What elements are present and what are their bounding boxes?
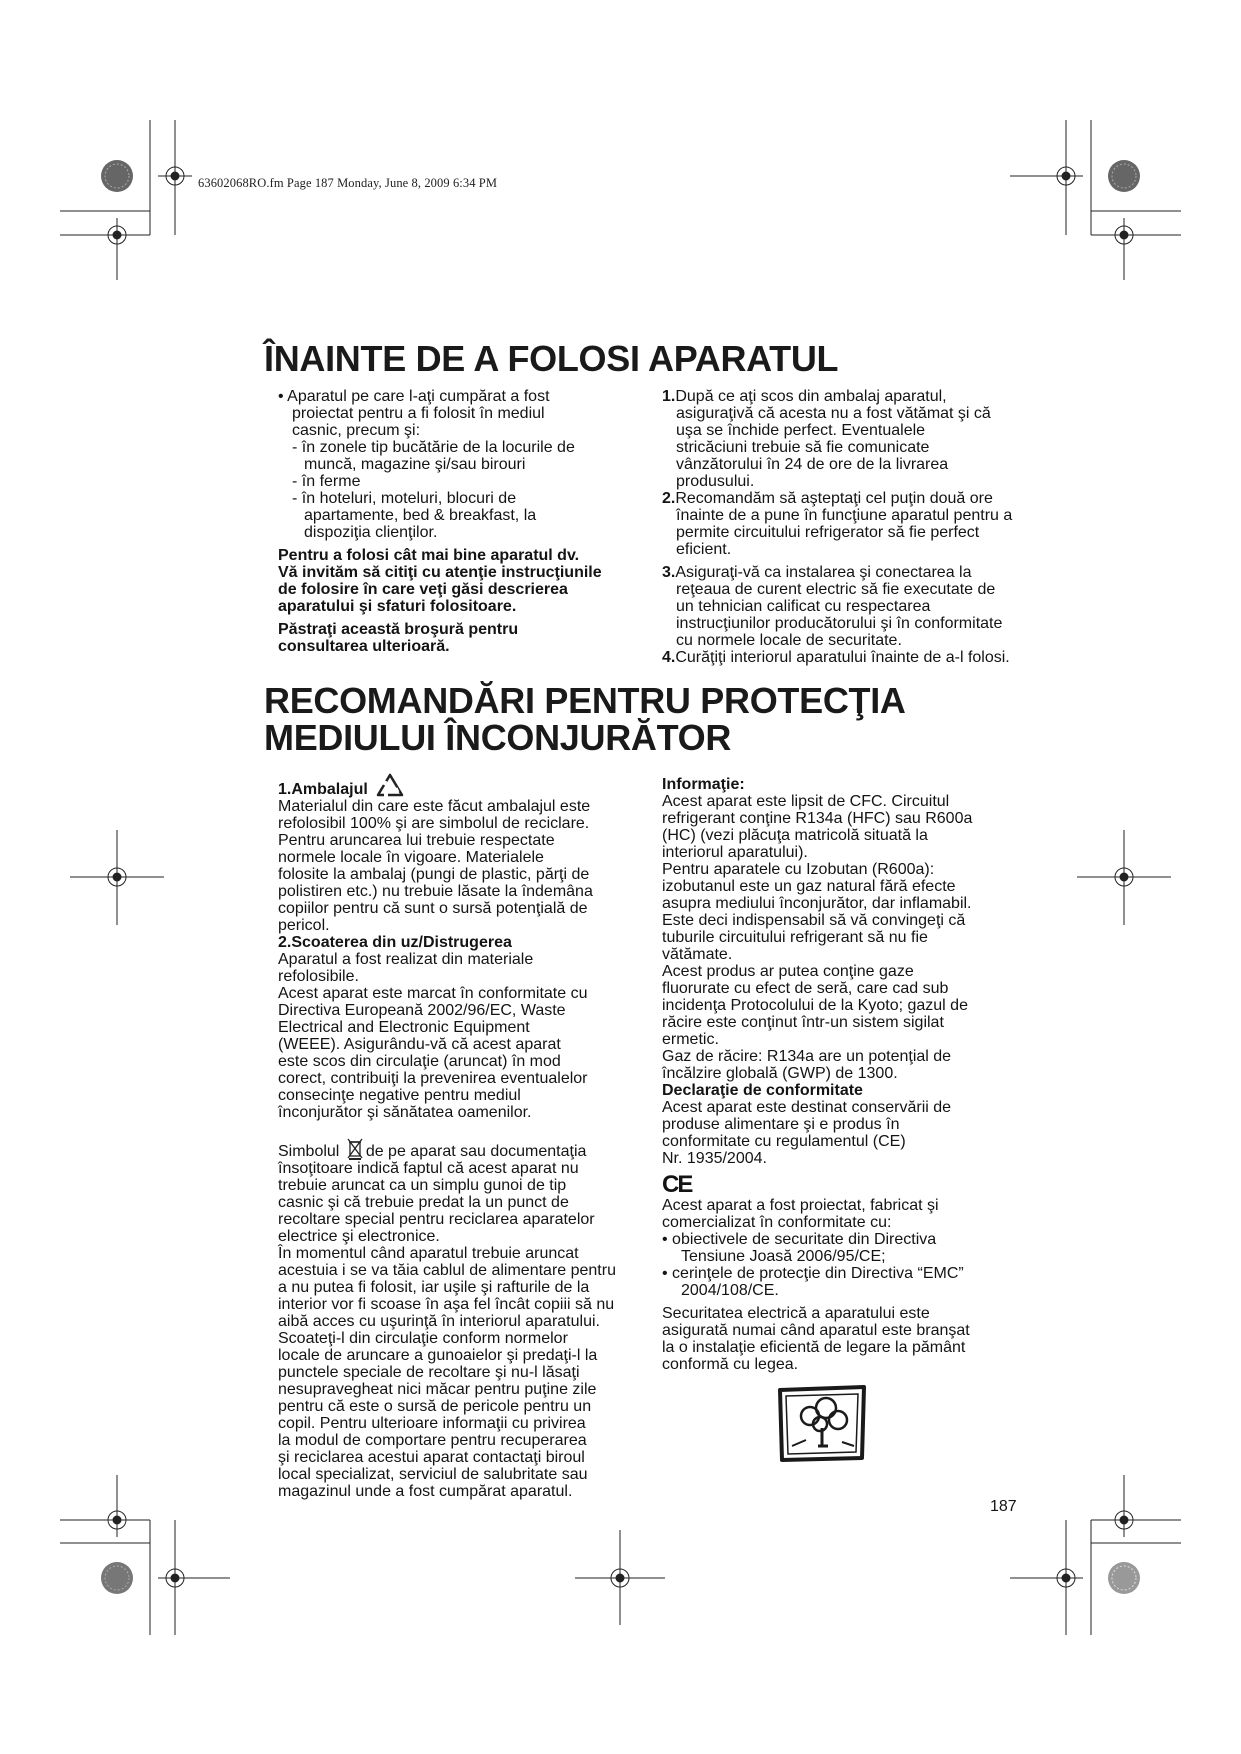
section-title-environment: RECOMANDĂRI PENTRU PROTECŢIA MEDIULUI ÎNCONJURĂTOR	[264, 680, 906, 758]
directive-bullet: • cerinţele de protecţie din Directiva “EMC” 2004/108/CE.	[662, 1265, 964, 1299]
disposal-text: Aparatul a fost realizat din materiale refolosibile. Acest aparat este marcat în conformitate cu Directiva Europeană 2002/96/EC, Waste Electrical and Electronic Equipment (WEEE). Asigurându-vă că acest aparat este scos din circulaţie (aruncat) în mod corect, contribuiţi la prevenirea eventualelor consecinţe negative pentru mediul înconjurător şi sănătatea oamenilor.	[278, 951, 588, 1121]
weee-symbol-text: Simbolul de pe aparat sau documentaţia însoţitoare indică faptul că acest aparat nu trebuie aruncat ca un simplu gunoi de tip casnic şi că trebuie predat la un punct de recoltare special pentru reciclarea aparatelor electrice şi electronice. În momentul când aparatul trebuie aruncat acestuia i se va tăia cablul de alimentare pentru a nu putea fi folosit, iar uşile şi rafturile de la interior vor fi scoase în aşa fel încât copiii să nu aibă acces cu uşurinţă în interiorul aparatului. Scoateţi-l din circulaţie conform normelor locale de aruncare a gunoaielor şi predaţi-l la punctele speciale de recoltare şi nu-l lăsaţi nesupravegheat nici măcar pentru puţine zile pentru că este o sursă de pericole pentru un copil. Pentru ulterioare informaţii cu privirea la modul de comportare pentru recuperarea şi reciclarea acestui aparat contactaţi biroul local specializat, serviciul de salubritate sau magazinul unde a fost cumpărat aparatul.	[278, 1138, 648, 1500]
conformity-heading: Declaraţie de conformitate	[662, 1082, 863, 1099]
ce-mark-icon: CE	[662, 1171, 692, 1198]
environment-tree-icon	[776, 1384, 868, 1462]
section2-right-column	[662, 776, 1032, 1373]
information-heading: Informaţie:	[662, 776, 745, 793]
dash-item: - în ferme	[292, 473, 361, 490]
design-compliance-text: Acest aparat a fost proiectat, fabricat şi comercializat în conformitate cu:	[662, 1197, 939, 1231]
section-title-before-use: ÎNAINTE DE A FOLOSI APARATUL	[264, 338, 839, 379]
file-slug: 63602068RO.fm Page 187 Monday, June 8, 2009 6:34 PM	[198, 176, 498, 190]
electrical-safety-text: Securitatea electrică a aparatului este asigurată numai când aparatul este branşat la o instalaţie eficientă de legare la pământ conformă cu legea.	[662, 1305, 970, 1373]
packaging-text: Materialul din care este făcut ambalajul este refolosibil 100% şi are simbolul de reciclare. Pentru aruncarea lui trebuie respectate normele locale în vigoare. Materialele folosite la ambalaj (pungi de plastic, părţi de polistiren etc.) nu trebuie lăsate la îndemâna copiilor pentru că sunt o sursă potenţială de pericol.	[278, 798, 593, 934]
dash-item: - în hoteluri, moteluri, blocuri de apartamente, bed & breakfast, la dispoziţia clienţilor.	[292, 490, 537, 541]
section1-left-column	[278, 388, 638, 655]
section1-right-column	[662, 388, 1032, 666]
conformity-text: Acest aparat este destinat conservării de produse alimentare şi e produs în conformitate cu regulamentul (CE) Nr. 1935/2004.	[662, 1099, 952, 1167]
bullet-intro: • Aparatul pe care l-aţi cumpărat a fost	[278, 388, 550, 405]
information-text: Acest aparat este lipsit de CFC. Circuitul refrigerant conţine R134a (HFC) sau R600a (HC) (vezi plăcuţa matricolă situată la interiorul aparatului). Pentru aparatele cu Izobutan (R600a): izobutanul este un gaz natural fără efecte asupra mediului înconjurător, dar inflamabil. Este deci indispensabil să vă convingeţi că tuburile circuitului refrigerant să nu fie vătămate. Acest produs ar putea conţine gaze fluorurate cu efect de seră, care cad sub incidenţa Protocolului de la Kyoto; gazul de răcire este conţinut într-un sistem sigilat ermetic. Gaz de răcire: R134a are un potenţial de încălzire globală (GWP) de 1300.	[662, 793, 973, 1082]
bullet-line: casnic, precum şi:	[292, 422, 421, 439]
disposal-heading: 2.Scoaterea din uz/Distrugerea	[278, 934, 512, 951]
numbered-item-3: 3.Asiguraţi-vă ca instalarea şi conectarea la reţeaua de curent electric să fie executate de un tehnician calificat cu respectarea instrucţiunilor producătorului şi în conformitate cu normele locale de securitate.	[662, 564, 1003, 649]
dash-item: - în zonele tip bucătărie de la locurile de muncă, magazine şi/sau birouri	[292, 439, 575, 473]
crossed-bin-icon	[347, 1138, 363, 1160]
page-number: 187	[990, 1498, 1017, 1515]
bold-keep-brochure: Păstraţi această broşură pentru consultarea ulterioară.	[278, 621, 519, 655]
numbered-item-1: 1.După ce aţi scos din ambalaj aparatul, asiguraţivă că acesta nu a fost vătămat şi că uşa se închide perfect. Eventualele stricăciuni trebuie să fie comunicate vânzătorului în 24 de ore de la livrarea produsului.	[662, 388, 991, 490]
numbered-item-4: 4.Curăţiţi interiorul aparatului înainte de a-l folosi.	[662, 649, 1010, 666]
numbered-item-2: 2.Recomandăm să aşteptaţi cel puţin două ore înainte de a pune în funcţiune aparatul pentru a permite circuitului refrigerator să fie perfect eficient.	[662, 490, 1013, 558]
section2-left-column	[278, 772, 648, 1500]
bullet-line: proiectat pentru a fi folosit în mediul	[292, 405, 545, 422]
directive-bullet: • obiectivele de securitate din Directiva Tensiune Joasă 2006/95/CE;	[662, 1231, 937, 1265]
bold-advice: Pentru a folosi cât mai bine aparatul dv. Vă invităm să citiţi cu atenţie instrucţiunile de folosire în care veţi găsi descrierea aparatului şi sfaturi folositoare.	[278, 547, 602, 615]
recycling-triangle-icon	[375, 772, 405, 798]
packaging-heading: 1.Ambalajul	[278, 772, 648, 798]
